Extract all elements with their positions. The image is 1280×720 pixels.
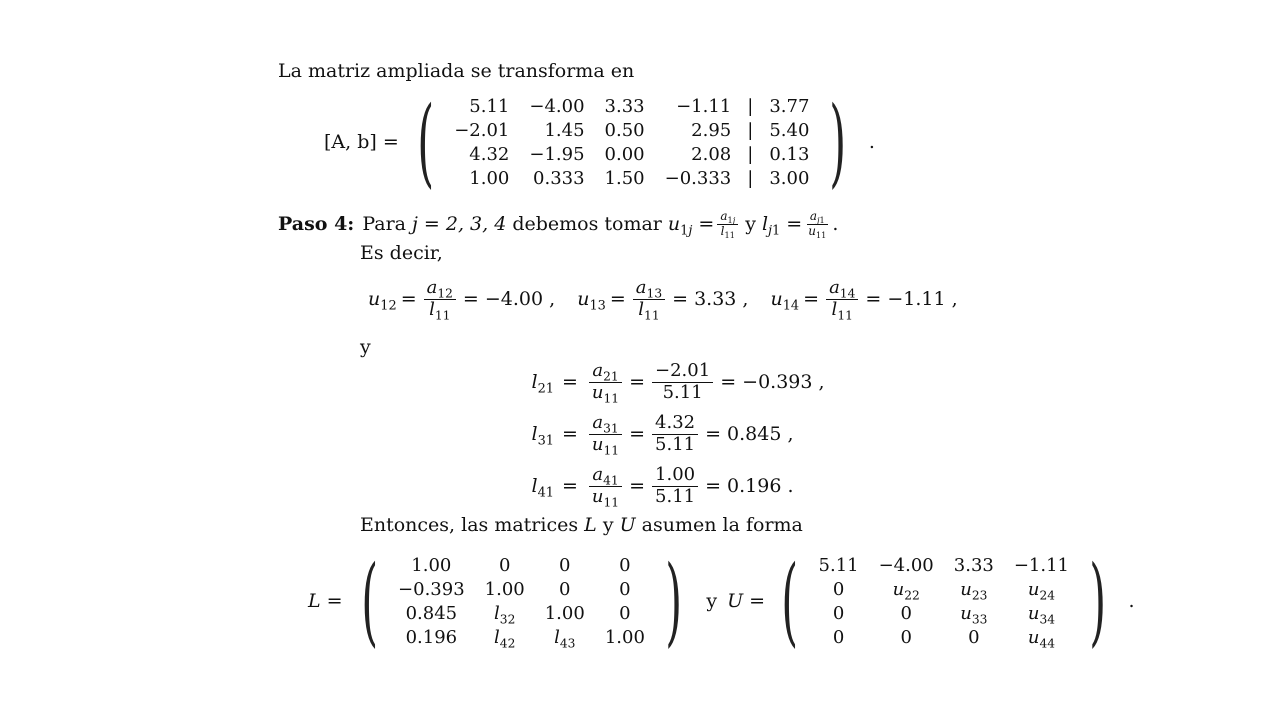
L-matrix-cell	[475, 625, 535, 649]
augmented-matrix	[444, 94, 819, 190]
l-equation-symbolic-denominator	[589, 383, 622, 404]
u-equation-result: = −1.11 ,	[865, 288, 958, 311]
L-matrix-entry: $l_{32}$	[494, 602, 516, 626]
L-matrix-entry: 0.196	[405, 626, 458, 648]
u-equation-result: = −4.00 ,	[462, 288, 556, 311]
u-equation-lhs: $u_{14}$	[770, 288, 800, 314]
augmented-cell: 3.00	[769, 167, 810, 189]
left-paren: (	[417, 86, 434, 198]
u-equation	[368, 278, 555, 320]
U-matrix-entry: $u_{44}$	[1027, 626, 1056, 650]
L-lhs: L =	[308, 590, 343, 612]
L-matrix-entry: 0	[559, 578, 571, 600]
l-equation	[514, 408, 825, 460]
l-equation-symbolic-fraction	[589, 413, 622, 455]
l-equation	[514, 356, 825, 408]
equals-sign: =	[562, 423, 578, 445]
U-matrix-cell	[944, 625, 1004, 649]
U-matrix-cell	[869, 601, 944, 625]
equals-sign: =	[562, 475, 578, 497]
U-matrix-cell	[809, 577, 869, 601]
augmented-cell: 4.32	[469, 143, 510, 165]
augmented-separator: |	[747, 119, 754, 141]
u-equation-fraction	[424, 278, 456, 320]
U-right-paren: )	[1089, 545, 1107, 657]
U-matrix-entry: $u_{22}$	[892, 578, 920, 602]
U-matrix-entry: 0	[832, 602, 845, 624]
u-equation-denominator	[426, 300, 453, 321]
u-equation-num-symbol: $a_{14}$	[829, 277, 856, 301]
U-matrix-cell	[869, 553, 944, 577]
l-equation-numeric-denominator: 5.11	[662, 381, 703, 403]
L-right-paren: )	[665, 545, 683, 657]
y-word: y	[360, 336, 371, 358]
l-equation-symbolic-numerator	[589, 465, 621, 487]
L-matrix	[388, 553, 655, 649]
U-lhs: U =	[727, 590, 766, 612]
equals-sign: =	[629, 371, 646, 393]
L-matrix-row	[388, 601, 655, 625]
L-matrix-cell	[595, 625, 655, 649]
l-equation-numeric-fraction	[652, 465, 698, 507]
u-equation-numerator	[633, 278, 665, 300]
L-matrix-cell	[595, 553, 655, 577]
augmented-cell: 1.45	[544, 119, 585, 141]
u-equation-den-symbol: $l_{11}$	[638, 298, 660, 322]
L-matrix-cell	[475, 577, 535, 601]
l-equation-symbolic-num-symbol: $a_{21}$	[592, 359, 619, 384]
step-line	[278, 210, 838, 239]
L-matrix-cell	[535, 601, 595, 625]
l-equation-symbolic-num-symbol: $a_{41}$	[592, 463, 619, 488]
l-equation-lhs: $l_{21}$	[531, 371, 554, 397]
L-matrix-entry: −0.393	[398, 578, 465, 600]
U-matrix-row	[809, 625, 1080, 649]
u-equation-numerator	[826, 278, 858, 300]
conclusion-line	[360, 514, 803, 536]
step-text-before: Para	[362, 213, 406, 236]
augmented-cell: 0.13	[769, 143, 810, 165]
u-equation-den-symbol: $l_{11}$	[831, 298, 853, 322]
L-matrix-cell	[535, 577, 595, 601]
augmented-cell: 3.77	[769, 95, 810, 117]
augmented-cell: −0.333	[664, 167, 732, 189]
u1j-fraction: $\frac{a_{1j}}{l_{11}}$	[717, 210, 738, 239]
U-matrix-entry: $u_{33}$	[960, 602, 988, 626]
U-matrix-entry: −1.11	[1013, 554, 1070, 576]
L-matrix-cell	[388, 601, 475, 625]
U-matrix-cell	[944, 553, 1004, 577]
l-equation-result: = 0.845 ,	[705, 423, 794, 445]
U-matrix-row	[809, 553, 1080, 577]
L-matrix-cell	[388, 553, 475, 577]
augmented-cell: 0.50	[604, 119, 645, 141]
u-equation-lhs: $u_{13}$	[577, 288, 606, 314]
conclusion-U: U	[619, 514, 636, 536]
augmented-cell: 0.00	[604, 143, 645, 165]
U-left-paren: (	[781, 545, 799, 657]
U-matrix-entry: 0	[832, 626, 845, 648]
u-equation-fraction	[826, 278, 858, 320]
U-matrix-entry: 5.11	[818, 554, 859, 576]
L-matrix-cell	[535, 625, 595, 649]
U-matrix-cell	[1004, 601, 1079, 625]
L-matrix-cell	[475, 601, 535, 625]
augmented-cell: −1.95	[529, 143, 585, 165]
intro-text: La matriz ampliada se transforma en	[278, 60, 635, 82]
augmented-cell: 1.00	[469, 167, 510, 189]
u-equation-num-symbol: $a_{12}$	[426, 277, 453, 301]
augmented-lhs: [A, b] =	[324, 131, 399, 153]
augmented-separator: |	[747, 95, 754, 117]
l-equation	[514, 460, 825, 512]
U-matrix-cell	[1004, 553, 1079, 577]
augmented-cell: −2.01	[454, 119, 510, 141]
U-matrix-entry: $u_{34}$	[1027, 602, 1056, 626]
U-matrix-row	[809, 577, 1080, 601]
l-equation-lhs: $l_{31}$	[531, 423, 554, 449]
augmented-cell: 5.40	[769, 119, 810, 141]
augmented-separator: |	[747, 167, 754, 189]
U-matrix-cell	[809, 601, 869, 625]
es-decir-text: Es decir,	[360, 242, 443, 264]
U-matrix-entry: 0	[832, 578, 845, 600]
L-matrix-row	[388, 577, 655, 601]
L-matrix-entry: 0	[559, 554, 571, 576]
L-matrix-entry: $l_{42}$	[494, 626, 516, 650]
conclusion-tail: asumen la forma	[641, 514, 803, 536]
u-equations	[368, 278, 958, 320]
augmented-cell: 1.50	[604, 167, 645, 189]
u-equation-fraction	[633, 278, 665, 320]
step-label: Paso 4:	[278, 213, 355, 236]
L-matrix-entry: $l_{43}$	[554, 626, 576, 650]
u-equation-denominator	[829, 300, 856, 321]
U-matrix-entry: −4.00	[878, 554, 934, 576]
L-matrix-cell	[535, 553, 595, 577]
L-matrix-entry: 1.00	[544, 602, 585, 624]
U-matrix-entry: $u_{23}$	[960, 578, 988, 602]
l-equation-numeric-denominator: 5.11	[655, 433, 696, 455]
l-equation-numeric-denominator: 5.11	[655, 485, 696, 507]
l-equation-symbolic-den-symbol: $u_{11}$	[591, 381, 620, 405]
U-matrix-cell	[869, 625, 944, 649]
l-equation-numeric-fraction	[652, 413, 698, 455]
L-matrix-entry: 1.00	[411, 554, 452, 576]
l-equation-numeric-numerator: −2.01	[652, 361, 713, 383]
step-and: y	[745, 213, 756, 236]
l-equation-lhs: $l_{41}$	[531, 475, 554, 501]
U-end: .	[1128, 590, 1135, 612]
u1j-formula: $u_{1j}$ =	[667, 213, 715, 239]
u-equation-denominator	[635, 300, 662, 321]
step-text-middle: debemos tomar	[512, 213, 662, 236]
augmented-cell: 0.333	[533, 167, 585, 189]
u-equation-num-symbol: $a_{13}$	[635, 277, 663, 301]
equals-sign: =	[400, 288, 417, 311]
right-paren: )	[829, 86, 847, 198]
U-matrix-entry: 0	[900, 602, 912, 624]
U-matrix-cell	[944, 577, 1004, 601]
augmented-cell: −1.11	[676, 95, 732, 117]
L-left-paren: (	[360, 545, 378, 657]
equals-sign: =	[629, 423, 646, 445]
step-period: .	[832, 213, 839, 236]
u-equation-numerator	[424, 278, 456, 300]
U-matrix	[809, 553, 1080, 649]
l-equations	[514, 356, 825, 512]
l-equation-symbolic-fraction	[589, 361, 622, 403]
L-matrix-cell	[595, 601, 655, 625]
L-matrix-entry: 1.00	[484, 578, 525, 600]
augmented-separator: |	[747, 143, 754, 165]
augmented-row	[444, 94, 819, 118]
lj1-formula: $l_{j1}$ =	[761, 213, 803, 239]
L-matrix-entry: 0	[498, 554, 511, 576]
l-equation-result: = 0.196 .	[705, 475, 794, 497]
U-matrix-entry: $u_{24}$	[1027, 578, 1056, 602]
u-equation	[770, 278, 957, 320]
conclusion-y: y	[602, 514, 614, 536]
L-matrix-entry: 0	[619, 578, 631, 600]
L-matrix-cell	[595, 577, 655, 601]
l-equation-symbolic-den-symbol: $u_{11}$	[591, 485, 620, 509]
L-matrix-cell	[388, 625, 475, 649]
L-matrix-entry: 0.845	[405, 602, 458, 624]
L-matrix-cell	[388, 577, 475, 601]
l-equation-symbolic-den-symbol: $u_{11}$	[591, 433, 620, 457]
U-matrix-cell	[809, 625, 869, 649]
U-matrix-cell	[1004, 625, 1079, 649]
U-matrix-cell	[1004, 577, 1079, 601]
conclusion-L: L	[584, 514, 597, 536]
l-equation-symbolic-fraction	[589, 465, 622, 507]
l-equation-symbolic-denominator	[589, 435, 622, 456]
L-matrix-entry: 1.00	[604, 626, 645, 648]
augmented-cell: 5.11	[469, 95, 510, 117]
l-equation-symbolic-numerator	[589, 413, 621, 435]
U-matrix-cell	[944, 601, 1004, 625]
L-matrix-entry: 0	[619, 602, 631, 624]
l-equation-symbolic-denominator	[589, 487, 622, 508]
L-matrix-row	[388, 625, 655, 649]
l-equation-numeric-numerator: 1.00	[652, 465, 698, 487]
U-matrix-entry: 3.33	[953, 554, 994, 576]
L-matrix-cell	[475, 553, 535, 577]
augmented-cell: 3.33	[604, 95, 645, 117]
L-matrix-entry: 0	[619, 554, 631, 576]
l-equation-numeric-numerator: 4.32	[652, 413, 698, 435]
u-equation-lhs: $u_{12}$	[368, 288, 397, 314]
equals-sign: =	[629, 475, 646, 497]
L-matrix-row	[388, 553, 655, 577]
U-matrix-cell	[869, 577, 944, 601]
u-equation	[577, 278, 748, 320]
connector-y: y	[706, 590, 718, 612]
l-equation-symbolic-num-symbol: $a_{31}$	[592, 411, 619, 436]
conclusion-text: Entonces, las matrices	[360, 514, 579, 536]
equals-sign: =	[562, 371, 578, 393]
augmented-cell: 2.08	[691, 143, 732, 165]
augmented-row	[444, 118, 819, 142]
augmented-row	[444, 142, 819, 166]
equals-sign: =	[609, 288, 626, 311]
augmented-cell: −4.00	[529, 95, 585, 117]
U-matrix-cell	[809, 553, 869, 577]
l-equation-result: = −0.393 ,	[720, 371, 825, 393]
lu-matrices	[308, 545, 1135, 657]
augmented-cell: 2.95	[691, 119, 732, 141]
lj1-fraction: $\frac{a_{j1}}{u_{11}}$	[808, 209, 827, 240]
period: .	[868, 131, 875, 153]
U-matrix-entry: 0	[968, 626, 980, 648]
l-equation-symbolic-numerator	[589, 361, 621, 383]
U-matrix-row	[809, 601, 1080, 625]
l-equation-numeric-fraction	[652, 361, 713, 403]
u-equation-den-symbol: $l_{11}$	[429, 298, 451, 322]
augmented-row	[444, 166, 819, 190]
equals-sign: =	[803, 288, 820, 311]
augmented-matrix-block	[324, 86, 875, 198]
j-values: j = 2, 3, 4	[411, 213, 507, 236]
U-matrix-entry: 0	[900, 626, 912, 648]
u-equation-result: = 3.33 ,	[672, 288, 749, 311]
